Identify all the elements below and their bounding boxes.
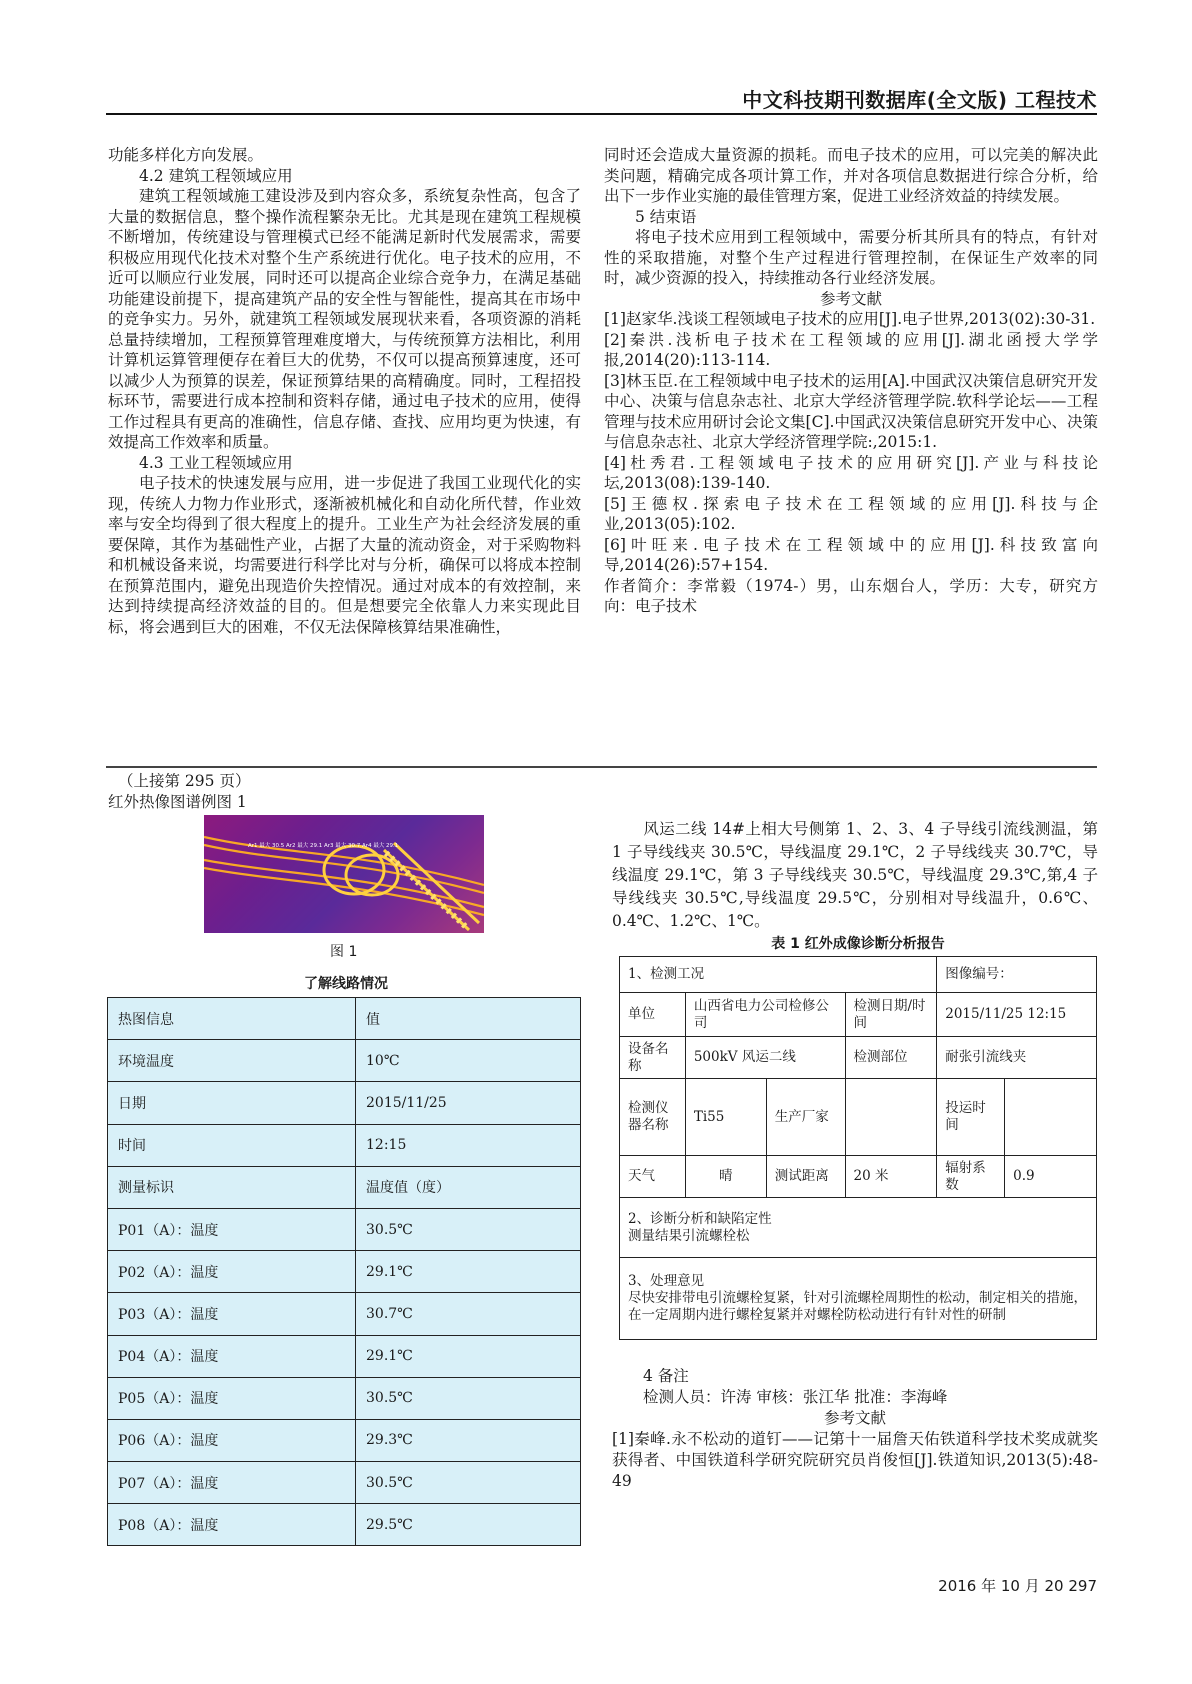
report-cell: 2、诊断分析和缺陷定性 测量结果引流螺栓松 — [620, 1198, 1097, 1258]
table-row — [108, 1293, 581, 1335]
table-cell: P08（A）：温度 — [108, 1504, 356, 1546]
table-cell: 环境温度 — [108, 1040, 356, 1082]
report-table — [619, 956, 1097, 1340]
reference-item: [1]秦峰.永不松动的道钉——记第十一届詹天佑铁道科学技术奖成就奖获得者、中国铁道科学研究院研究员肖俊恒[J].铁道知识,2013(5):48-49 — [612, 1430, 1098, 1490]
table-row — [108, 998, 581, 1040]
line-info-table — [107, 997, 581, 1546]
table-cell: 值 — [356, 998, 581, 1040]
paragraph: 建筑工程领域施工建设涉及到内容众多，系统复杂性高，包含了大量的数据信息，整个操作流程繁杂无比。尤其是现在建筑工程规模不断增加，传统建设与管理模式已经不能满足新时代发展需求，需要积极应用现代化技术对整个生产系统进行优化。电子技术的应用，不近可以顺应行业发展，同时还可以提高企业综合竞争力，在满足基础功能建设前提下，提高建筑产品的安全性与智能性，提高其在市场中的竞争实力。另外，就建筑工程领域发展现状来看，各项资源的消耗总量持续增加，工程预算管理难度增大，与传统预算方法相比，利用计算机运算管理便存在着巨大的优势，不仅可以提高预算速度，还可以减少人为预算的误差，保证预算结果的高精确度。同时，工程招投标环节，需要进行成本控制和资料存储，通过电子技术的应用，使得工作过程具有更高的准确性，信息存储、查找、应用均更为快速，有效提高工作效率和质量。 — [108, 187, 581, 451]
figure-caption-top: 红外热像图谱例图 1 — [108, 793, 247, 811]
report-cell: 检测仪器名称 — [620, 1079, 686, 1156]
paragraph: 功能多样化方向发展。 — [108, 146, 264, 164]
report-cell: 设备名称 — [620, 1037, 686, 1079]
section-heading: 4.2 建筑工程领域应用 — [139, 166, 293, 185]
table-row — [108, 1419, 581, 1461]
report-cell: 500kV 风运二线 — [685, 1037, 845, 1079]
report-cell: Ti55 — [685, 1079, 766, 1156]
paragraph: 将电子技术应用到工程领域中，需要分析其所具有的特点，有针对性的采取措施，对整个生产过程进行管理控制，在保证生产效率的同时，减少资源的投入，持续推动各行业经济发展。 — [604, 228, 1098, 287]
table-cell: 2015/11/25 — [356, 1082, 581, 1124]
page-footer: 2016 年 10 月 20 297 — [938, 1577, 1097, 1595]
report-table-title: 表 1 红外成像诊断分析报告 — [771, 936, 945, 952]
report-cell: 测试距离 — [766, 1156, 845, 1198]
report-cell: 生产厂家 — [766, 1079, 845, 1156]
report-cell — [1005, 1079, 1097, 1156]
journal-header-title: 中文科技期刊数据库(全文版) 工程技术 — [742, 88, 1097, 112]
table-cell: 10℃ — [356, 1040, 581, 1082]
reference-item: [5]王德权.探索电子技术在工程领域的应用[J].科技与企业,2013(05):102. — [604, 494, 1098, 533]
table-cell: 29.1℃ — [356, 1335, 581, 1377]
table-cell: P03（A）：温度 — [108, 1293, 356, 1335]
report-cell: 检测日期/时间 — [845, 993, 937, 1037]
references-heading: 参考文献 — [823, 1409, 886, 1427]
table-cell: 30.5℃ — [356, 1208, 581, 1250]
thermal-image — [204, 815, 484, 933]
reference-item: [1]赵家华.浅谈工程领域电子技术的应用[J].电子世界,2013(02):30-31. — [604, 310, 1096, 328]
section-heading: 4.3 工业工程领域应用 — [139, 453, 293, 472]
reference-item: [3]林玉臣.在工程领域中电子技术的运用[A].中国武汉决策信息研究开发中心、决策与信息杂志社、北京大学经济管理学院.软科学论坛——工程管理与技术应用研讨会论文集[C].中国武汉决策信息研究开发中心、决策与信息杂志社、北京大学经济管理学院:,2015:1. — [604, 371, 1098, 451]
report-cell: 0.9 — [1005, 1156, 1097, 1198]
left-text-column — [108, 145, 581, 637]
table-row — [108, 1377, 581, 1419]
line-table-title: 了解线路情况 — [304, 976, 388, 992]
table-cell: 30.5℃ — [356, 1462, 581, 1504]
table-cell: P02（A）：温度 — [108, 1251, 356, 1293]
report-cell: 晴 — [685, 1156, 766, 1198]
table-cell: 测量标识 — [108, 1166, 356, 1208]
table-cell: 29.5℃ — [356, 1504, 581, 1546]
right-text-column — [604, 145, 1098, 617]
table-cell: 12:15 — [356, 1124, 581, 1166]
report-cell: 2015/11/25 12:15 — [937, 993, 1097, 1037]
table-cell: 30.7℃ — [356, 1293, 581, 1335]
section-heading: 5 结束语 — [635, 207, 697, 226]
table-row — [108, 1040, 581, 1082]
table-row — [108, 1082, 581, 1124]
report-cell: 检测部位 — [845, 1037, 937, 1079]
measurement-paragraph: 风运二线 14#上相大号侧第 1、2、3、4 子导线引流线测温，第 1 子导线线夹 30.5℃，导线温度 29.1℃，2 子导线线夹 30.7℃，导线温度 29.1℃，第 3 子导线线夹 30.5℃，导线温度 29.3℃,第,4 子导线线夹 30.5℃,导线温度 29.5℃，分别相对导线温升，0.6℃、0.4℃、1.2℃、1℃。 — [612, 820, 1098, 930]
table-cell: 热图信息 — [108, 998, 356, 1040]
references-heading: 参考文献 — [819, 289, 882, 308]
report-cell — [845, 1079, 937, 1156]
table-cell: P01（A）：温度 — [108, 1208, 356, 1250]
report-cell: 20 米 — [845, 1156, 937, 1198]
after-table-notes — [612, 1366, 1098, 1492]
table-cell: P06（A）：温度 — [108, 1419, 356, 1461]
report-cell: 投运时间 — [937, 1079, 1005, 1156]
table-cell: 30.5℃ — [356, 1377, 581, 1419]
report-cell: 耐张引流线夹 — [937, 1037, 1097, 1079]
report-cell: 1、检测工况 — [620, 957, 937, 993]
header-rule — [106, 113, 1097, 115]
table-row — [108, 1208, 581, 1250]
table-row — [108, 1504, 581, 1546]
figure-label: 图 1 — [330, 944, 358, 960]
table-row — [108, 1166, 581, 1208]
table-row — [108, 1124, 581, 1166]
paragraph: 电子技术的快速发展与应用，进一步促进了我国工业现代化的实现，传统人力物力作业形式，逐渐被机械化和自动化所代替，作业效率与安全均得到了很大程度上的提升。工业生产为社会经济发展的重要保障，其作为基础性产业，占据了大量的流动资金，对于采购物料和机械设备来说，均需要进行科学比对与分析，确保可以将成本控制在预算范围内，避免出现造价失控情况。通过对成本的有效控制，来达到持续提高经济效益的目的。但是想要完全依靠人力来实现此目标，将会遇到巨大的困难，不仅无法保障核算结果准确性， — [108, 474, 581, 636]
report-cell: 山西省电力公司检修公司 — [685, 993, 845, 1037]
report-cell: 3、处理意见 尽快安排带电引流螺栓复紧，针对引流螺栓周期性的松动，制定相关的措施，在一定周期内进行螺栓复紧并对螺栓防松动进行有针对性的研制 — [620, 1258, 1097, 1340]
reference-item: [2]秦洪.浅析电子技术在工程领域的应用[J].湖北函授大学学报,2014(20):113-114. — [604, 330, 1098, 369]
table-cell: 温度值（度） — [356, 1166, 581, 1208]
report-cell: 天气 — [620, 1156, 686, 1198]
table-cell: P04（A）：温度 — [108, 1335, 356, 1377]
report-cell: 单位 — [620, 993, 686, 1037]
thermal-overlay-label: Ar1 最大 30.5 Ar2 最大 29.1 Ar3 最大 30.7 Ar4 最大 29.1 — [248, 843, 399, 849]
table-cell: P05（A）：温度 — [108, 1377, 356, 1419]
table-cell: 时间 — [108, 1124, 356, 1166]
table-cell: 29.3℃ — [356, 1419, 581, 1461]
table-row — [108, 1251, 581, 1293]
remarks-heading: 4 备注 — [643, 1367, 689, 1385]
continuation-note: （上接第 295 页） — [118, 772, 251, 790]
paragraph: 同时还会造成大量资源的损耗。而电子技术的应用，可以完美的解决此类问题，精确完成各项计算工作，并对各项信息数据进行综合分析，给出下一步作业实施的最佳管理方案，促进工业经济效益的持续发展。 — [604, 146, 1098, 205]
reference-item: 作者简介：李常毅（1974-）男，山东烟台人，学历：大专，研究方向：电子技术 — [604, 576, 1098, 615]
section-divider — [106, 766, 1097, 768]
table-cell: P07（A）：温度 — [108, 1462, 356, 1504]
table-row — [108, 1462, 581, 1504]
table-row — [108, 1335, 581, 1377]
table-cell: 29.1℃ — [356, 1251, 581, 1293]
reference-item: [4]杜秀君.工程领域电子技术的应用研究[J].产业与科技论坛,2013(08):139-140. — [604, 453, 1098, 492]
staff-line: 检测人员：许涛 审核：张江华 批准：李海峰 — [643, 1388, 948, 1406]
report-cell: 图像编号： — [937, 957, 1097, 993]
reference-item: [6]叶旺来.电子技术在工程领域中的应用[J].科技致富向导,2014(26):57+154. — [604, 535, 1098, 574]
report-cell: 辐射系数 — [937, 1156, 1005, 1198]
table-cell: 日期 — [108, 1082, 356, 1124]
